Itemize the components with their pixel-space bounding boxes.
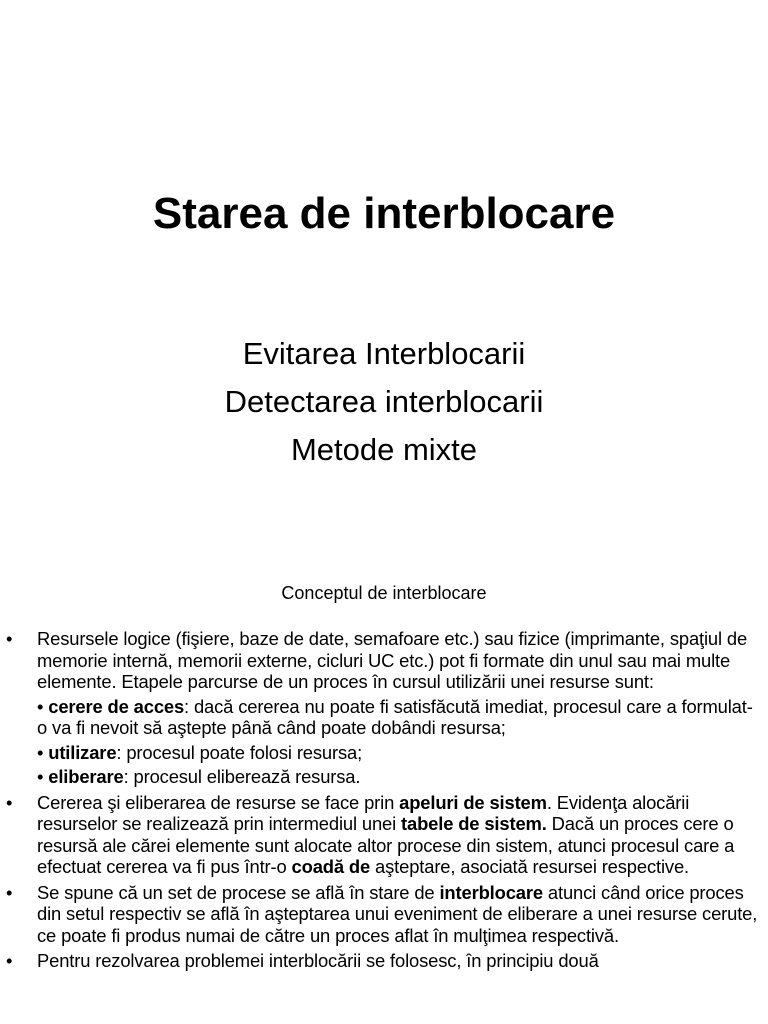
text-run: Se spune că un set de procese se află în stare de <box>37 881 440 903</box>
page-title: Starea de interblocare <box>152 189 616 238</box>
text-run: aşteptare, asociată resursei respective. <box>370 856 689 877</box>
subtitle-list <box>0 330 768 474</box>
term-release: eliberare <box>48 766 124 787</box>
sub-bullet-dot: • <box>37 741 49 763</box>
bullet-list <box>6 628 762 976</box>
bullet-system-calls <box>6 792 762 878</box>
section-heading: Conceptul de interblocare <box>281 583 487 603</box>
term-system-tables: tabele de sistem. <box>401 813 547 834</box>
sub-bullet-use <box>37 742 762 764</box>
sub-bullet-access-request-text: : dacă cererea nu poate fi satisfăcută imediat, procesul care a formulat-o va fi nevoit să aştepte până când poate dobândi resursa; <box>37 695 753 738</box>
term-deadlock: interblocare <box>439 881 543 903</box>
bullet-resources-text: Resursele logice (fişiere, baze de date, semafoare etc.) sau fizice (imprimante, spaţiul de memorie internă, memorii externe, cicluri UC etc.) pot fi formate din unul sau mai multe elemente. Etapele parcurse de un proces în cursul utilizării unei resurse sunt: <box>37 628 748 692</box>
subtitle-detection: Detectarea interblocarii <box>224 384 544 419</box>
text-run: Dacă un proces cere o resursă ale cărei elemente sunt alocate altor procese din sistem, atunci procesul care a efectuat cererea va fi pus într-o <box>37 813 735 877</box>
term-use: utilizare <box>48 741 117 763</box>
sub-bullet-dot: • <box>37 766 49 787</box>
sub-bullet-release-text: : procesul eliberează resursa. <box>123 766 361 787</box>
bullet-deadlock-definition <box>6 882 762 947</box>
bullet-solutions-text: Pentru rezolvarea problemei interblocării se folosesc, în principiu două <box>37 950 599 971</box>
bullet-dot: • <box>6 791 13 813</box>
bullet-solutions <box>6 950 762 972</box>
subtitle-mixed-methods: Metode mixte <box>290 432 478 467</box>
subtitle-avoidance: Evitarea Interblocarii <box>242 336 526 371</box>
text-run: . Evidenţa alocării resurselor se realizează prin intermediul unei <box>37 791 690 834</box>
bullet-resources <box>6 628 762 788</box>
bullet-dot: • <box>6 881 13 903</box>
text-run: atunci când orice proces din setul respectiv se află în aşteptarea unui eveniment de eliberare a unei resurse cerute, ce poate fi produs numai de către un proces aflat în mulţimea respectivă. <box>37 881 758 946</box>
term-wait-queue: coadă de <box>291 856 371 877</box>
sub-bullet-use-text: : procesul poate folosi resursa; <box>116 741 363 763</box>
bullet-dot: • <box>6 950 13 971</box>
sub-bullet-access-request <box>37 696 762 739</box>
bullet-dot: • <box>6 628 13 649</box>
sub-bullet-dot: • <box>37 695 49 717</box>
term-access-request: cerere de acces <box>48 695 185 717</box>
text-run: Cererea şi eliberarea de resurse se face prin <box>37 791 400 813</box>
term-system-calls: apeluri de sistem <box>399 791 547 813</box>
sub-bullet-release <box>37 766 762 788</box>
